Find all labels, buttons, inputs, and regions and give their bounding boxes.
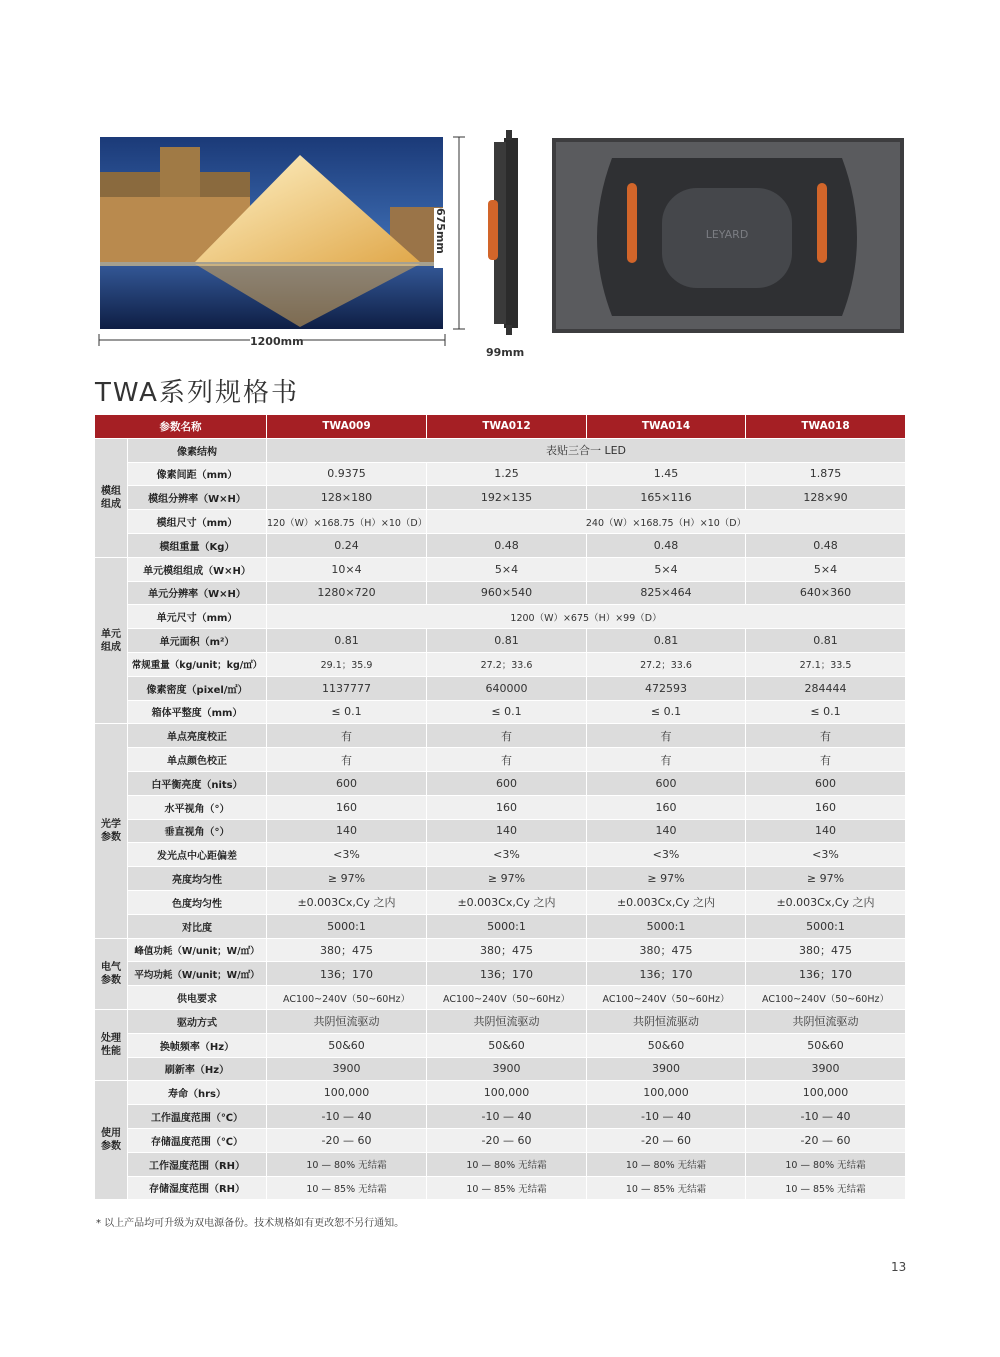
header-model: TWA012 <box>427 415 587 439</box>
table-row <box>95 486 906 510</box>
cell-value: 27.2；33.6 <box>427 652 587 676</box>
cell-value: 50&60 <box>267 1033 427 1057</box>
cell-value: 有 <box>587 748 746 772</box>
cell-value: 5×4 <box>587 557 746 581</box>
cell-value: ≤ 0.1 <box>267 700 427 724</box>
table-row <box>95 510 906 534</box>
height-dimension-line <box>452 135 466 331</box>
cell-value: <3% <box>746 843 906 867</box>
table-row <box>95 1152 906 1176</box>
row-label: 驱动方式 <box>128 1009 267 1033</box>
cell-value: 600 <box>587 771 746 795</box>
table-row <box>95 938 906 962</box>
cell-value: 380；475 <box>427 938 587 962</box>
cell-value: 600 <box>746 771 906 795</box>
table-row <box>95 795 906 819</box>
row-label: 发光点中心距偏差 <box>128 843 267 867</box>
cell-value: 3900 <box>746 1057 906 1081</box>
cell-value: 1280×720 <box>267 581 427 605</box>
page-title: TWA系列规格书 <box>95 378 299 408</box>
cell-value: 240（W）×168.75（H）×10（D） <box>427 510 906 534</box>
cell-value: 1.875 <box>746 462 906 486</box>
row-label: 工作湿度范围（RH） <box>128 1152 267 1176</box>
cell-value: 136；170 <box>267 962 427 986</box>
footnote: * 以上产品均可升级为双电源备份。技术规格如有更改恕不另行通知。 <box>96 1218 405 1229</box>
row-label: 模组分辨率（W×H） <box>128 486 267 510</box>
cell-value: -10 — 40 <box>587 1105 746 1129</box>
cell-value: 640000 <box>427 676 587 700</box>
cell-value: 192×135 <box>427 486 587 510</box>
cell-value: AC100~240V（50~60Hz） <box>587 986 746 1010</box>
table-header-row <box>95 415 906 439</box>
table-row <box>95 557 906 581</box>
header-param-name: 参数名称 <box>95 415 267 439</box>
cell-value: ±0.003Cx,Cy 之内 <box>746 890 906 914</box>
table-row <box>95 1176 906 1200</box>
row-label: 像素结构 <box>128 438 267 462</box>
row-label: 单元尺寸（mm） <box>128 605 267 629</box>
row-label: 存储温度范围（℃） <box>128 1128 267 1152</box>
cell-value: 有 <box>587 724 746 748</box>
cell-value: ≥ 97% <box>267 867 427 891</box>
cell-value: 284444 <box>746 676 906 700</box>
row-label: 平均功耗（W/unit；W/㎡） <box>128 962 267 986</box>
table-row <box>95 843 906 867</box>
side-view-image <box>486 130 522 335</box>
table-row <box>95 914 906 938</box>
row-label: 常规重量（kg/unit；kg/㎡） <box>128 652 267 676</box>
back-view-image <box>552 138 904 333</box>
cell-value: 140 <box>427 819 587 843</box>
cell-value: ≥ 97% <box>746 867 906 891</box>
spec-table <box>94 414 906 1200</box>
header-model: TWA009 <box>267 415 427 439</box>
cell-value: 0.9375 <box>267 462 427 486</box>
table-row <box>95 605 906 629</box>
depth-dimension-label: 99mm <box>486 346 525 359</box>
table-row <box>95 1105 906 1129</box>
cell-value: 5000:1 <box>746 914 906 938</box>
table-row <box>95 771 906 795</box>
cell-value: 140 <box>267 819 427 843</box>
row-label: 模组重量（Kg） <box>128 533 267 557</box>
cell-value: 3900 <box>427 1057 587 1081</box>
cell-value: -10 — 40 <box>267 1105 427 1129</box>
table-row <box>95 1033 906 1057</box>
cell-value: 50&60 <box>587 1033 746 1057</box>
header-model: TWA014 <box>587 415 746 439</box>
row-label: 对比度 <box>128 914 267 938</box>
row-label: 存储湿度范围（RH） <box>128 1176 267 1200</box>
cell-value: 140 <box>587 819 746 843</box>
row-label: 像素间距（mm） <box>128 462 267 486</box>
cell-value: -20 — 60 <box>587 1128 746 1152</box>
table-row <box>95 438 906 462</box>
cell-value: 29.1；35.9 <box>267 652 427 676</box>
cell-value: 380；475 <box>267 938 427 962</box>
group-label: 模组 组成 <box>95 438 128 557</box>
row-label: 单点颜色校正 <box>128 748 267 772</box>
row-label: 像素密度（pixel/㎡） <box>128 676 267 700</box>
cell-value: 10 — 85% 无结霜 <box>746 1176 906 1200</box>
table-row <box>95 700 906 724</box>
row-label: 单元模组组成（W×H） <box>128 557 267 581</box>
row-label: 水平视角（°） <box>128 795 267 819</box>
cell-value: 380；475 <box>746 938 906 962</box>
cell-value: ≥ 97% <box>427 867 587 891</box>
table-row <box>95 867 906 891</box>
cell-value: ±0.003Cx,Cy 之内 <box>587 890 746 914</box>
cell-value: 共阴恒流驱动 <box>267 1009 427 1033</box>
cell-value: 160 <box>427 795 587 819</box>
cell-value: 5×4 <box>427 557 587 581</box>
row-label: 垂直视角（°） <box>128 819 267 843</box>
table-row <box>95 724 906 748</box>
row-label: 色度均匀性 <box>128 890 267 914</box>
cell-value: 有 <box>427 748 587 772</box>
table-row <box>95 462 906 486</box>
row-label: 刷新率（Hz） <box>128 1057 267 1081</box>
row-label: 单元分辨率（W×H） <box>128 581 267 605</box>
cell-value: 1.25 <box>427 462 587 486</box>
cell-value: 1200（W）×675（H）×99（D） <box>267 605 906 629</box>
cell-value: 136；170 <box>746 962 906 986</box>
cell-value: ≤ 0.1 <box>427 700 587 724</box>
cell-value: 27.2；33.6 <box>587 652 746 676</box>
cell-value: ≥ 97% <box>587 867 746 891</box>
cell-value: 0.24 <box>267 533 427 557</box>
cell-value: 10 — 80% 无结霜 <box>427 1152 587 1176</box>
cell-value: 5000:1 <box>427 914 587 938</box>
table-row <box>95 533 906 557</box>
cell-value: 0.81 <box>267 629 427 653</box>
group-label: 光学 参数 <box>95 724 128 938</box>
row-label: 换帧频率（Hz） <box>128 1033 267 1057</box>
cell-value: ≤ 0.1 <box>587 700 746 724</box>
cell-value: 10 — 80% 无结霜 <box>746 1152 906 1176</box>
table-row <box>95 1128 906 1152</box>
cell-value: 10 — 85% 无结霜 <box>427 1176 587 1200</box>
cell-value: 10 — 80% 无结霜 <box>587 1152 746 1176</box>
group-label: 处理 性能 <box>95 1009 128 1080</box>
cell-value: -10 — 40 <box>746 1105 906 1129</box>
cell-value: 共阴恒流驱动 <box>427 1009 587 1033</box>
table-row <box>95 890 906 914</box>
group-label: 单元 组成 <box>95 557 128 724</box>
row-label: 工作温度范围（℃） <box>128 1105 267 1129</box>
cell-value: 27.1；33.5 <box>746 652 906 676</box>
table-row <box>95 819 906 843</box>
cell-value: 10 — 85% 无结霜 <box>267 1176 427 1200</box>
cell-value: AC100~240V（50~60Hz） <box>746 986 906 1010</box>
back-logo: LEYARD <box>705 228 749 241</box>
table-row <box>95 986 906 1010</box>
row-label: 供电要求 <box>128 986 267 1010</box>
cell-value: AC100~240V（50~60Hz） <box>427 986 587 1010</box>
cell-value: 10 — 80% 无结霜 <box>267 1152 427 1176</box>
cell-value: 0.48 <box>427 533 587 557</box>
cell-value: 100,000 <box>427 1081 587 1105</box>
cell-value: 1137777 <box>267 676 427 700</box>
cell-value: 1.45 <box>587 462 746 486</box>
cell-value: 有 <box>267 724 427 748</box>
cell-value: 165×116 <box>587 486 746 510</box>
cell-value: -10 — 40 <box>427 1105 587 1129</box>
height-dimension-label: 675mm <box>434 208 447 268</box>
table-row <box>95 652 906 676</box>
table-row <box>95 748 906 772</box>
row-label: 单元面积（m²） <box>128 629 267 653</box>
cell-value: 3900 <box>267 1057 427 1081</box>
cell-value: 100,000 <box>746 1081 906 1105</box>
row-label: 白平衡亮度（nits） <box>128 771 267 795</box>
table-row <box>95 1057 906 1081</box>
cell-value: 50&60 <box>746 1033 906 1057</box>
table-row <box>95 962 906 986</box>
cell-value: -20 — 60 <box>267 1128 427 1152</box>
cell-value: ±0.003Cx,Cy 之内 <box>267 890 427 914</box>
cell-value: 有 <box>746 724 906 748</box>
group-label: 使用 参数 <box>95 1081 128 1200</box>
cell-value: ±0.003Cx,Cy 之内 <box>427 890 587 914</box>
cell-value: 100,000 <box>267 1081 427 1105</box>
cell-value: ≤ 0.1 <box>746 700 906 724</box>
cell-value: 600 <box>427 771 587 795</box>
cell-value: 960×540 <box>427 581 587 605</box>
cell-value: 共阴恒流驱动 <box>746 1009 906 1033</box>
cell-value: 380；475 <box>587 938 746 962</box>
row-label: 单点亮度校正 <box>128 724 267 748</box>
cell-value: 640×360 <box>746 581 906 605</box>
cell-value: 10×4 <box>267 557 427 581</box>
header-model: TWA018 <box>746 415 906 439</box>
cell-value: 0.81 <box>746 629 906 653</box>
cell-value: <3% <box>267 843 427 867</box>
cell-value: 160 <box>746 795 906 819</box>
table-row <box>95 581 906 605</box>
row-label: 亮度均匀性 <box>128 867 267 891</box>
cell-value: 有 <box>427 724 587 748</box>
cell-value: 0.81 <box>427 629 587 653</box>
cell-value: 5000:1 <box>587 914 746 938</box>
row-label: 箱体平整度（mm） <box>128 700 267 724</box>
page-number: 13 <box>891 1260 907 1274</box>
cell-value: 0.48 <box>746 533 906 557</box>
cell-value: AC100~240V（50~60Hz） <box>267 986 427 1010</box>
width-dimension-label: 1200mm <box>250 335 304 348</box>
cell-value: 有 <box>267 748 427 772</box>
cell-value: <3% <box>427 843 587 867</box>
cell-value: 3900 <box>587 1057 746 1081</box>
table-row <box>95 1009 906 1033</box>
cell-value: 50&60 <box>427 1033 587 1057</box>
cell-value: -20 — 60 <box>746 1128 906 1152</box>
row-label: 模组尺寸（mm） <box>128 510 267 534</box>
cell-value: 100,000 <box>587 1081 746 1105</box>
cell-value: -20 — 60 <box>427 1128 587 1152</box>
row-label: 寿命（hrs） <box>128 1081 267 1105</box>
table-row <box>95 629 906 653</box>
group-label: 电气 参数 <box>95 938 128 1009</box>
row-label: 峰值功耗（W/unit；W/㎡） <box>128 938 267 962</box>
cell-value: 表贴三合一 LED <box>267 438 906 462</box>
cell-value: 472593 <box>587 676 746 700</box>
front-view-image <box>100 137 443 329</box>
cell-value: 5000:1 <box>267 914 427 938</box>
cell-value: 10 — 85% 无结霜 <box>587 1176 746 1200</box>
table-row <box>95 676 906 700</box>
cell-value: 600 <box>267 771 427 795</box>
cell-value: 825×464 <box>587 581 746 605</box>
cell-value: 0.48 <box>587 533 746 557</box>
cell-value: 136；170 <box>587 962 746 986</box>
cell-value: 共阴恒流驱动 <box>587 1009 746 1033</box>
cell-value: 136；170 <box>427 962 587 986</box>
cell-value: 128×90 <box>746 486 906 510</box>
cell-value: 160 <box>587 795 746 819</box>
cell-value: 160 <box>267 795 427 819</box>
cell-value: <3% <box>587 843 746 867</box>
cell-value: 128×180 <box>267 486 427 510</box>
cell-value: 140 <box>746 819 906 843</box>
cell-value: 5×4 <box>746 557 906 581</box>
cell-value: 有 <box>746 748 906 772</box>
cell-value: 0.81 <box>587 629 746 653</box>
cell-value: 120（W）×168.75（H）×10（D） <box>267 510 427 534</box>
table-row <box>95 1081 906 1105</box>
